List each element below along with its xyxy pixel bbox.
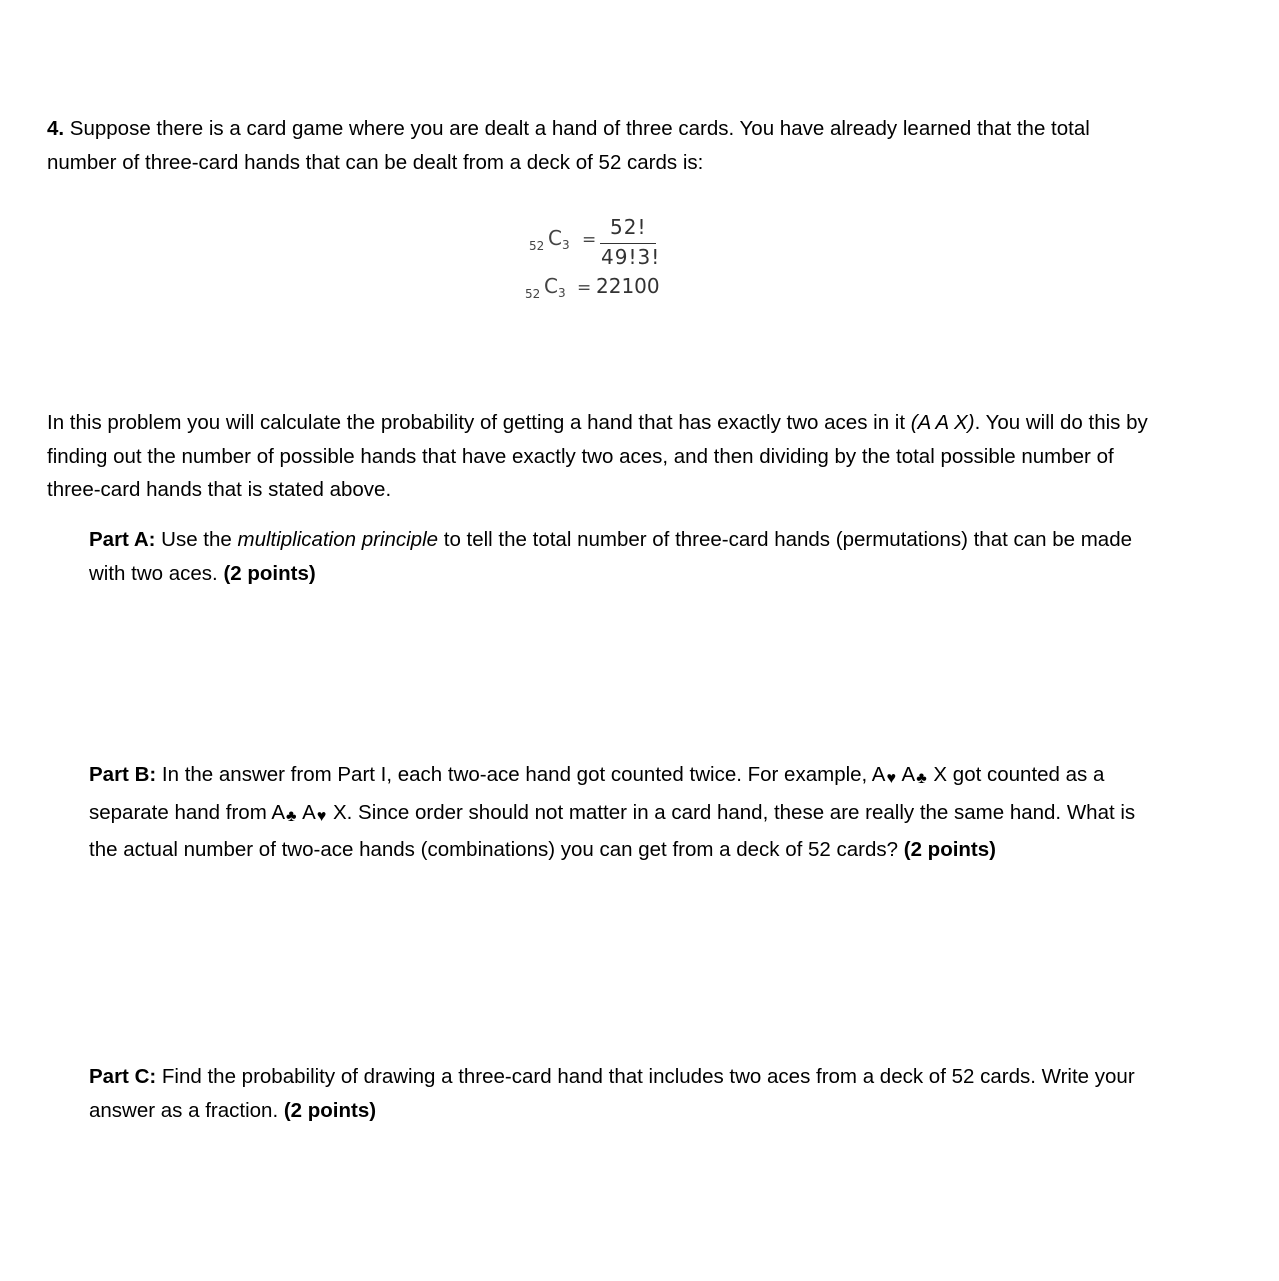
part-c: [89, 1060, 1159, 1127]
part-b-points: (2 points): [903, 838, 996, 862]
heart-icon: ♥: [886, 770, 896, 787]
formula-denominator: 49!3!: [601, 245, 661, 269]
part-b-text-5: X. Since order should not matter in a card hand, these are really the same hand. What is the actual number of two-ace hands (combinations) you can get from a deck of 52 cards?: [89, 800, 1136, 862]
part-b: [89, 758, 1159, 867]
part-a-label: Part A:: [89, 528, 156, 551]
formula-pre-subscript: 52: [529, 239, 545, 253]
part-a-text-1: Use the: [155, 528, 238, 551]
problem-italic: (A A X): [910, 411, 975, 434]
club-icon: ♣: [286, 807, 297, 825]
problem-text-2: . You will do this by finding out the number of possible hands that have exactly two aces, and then dividing by the total possible number of three-card hands that is stated above.: [47, 411, 1148, 502]
part-b-text-1: In the answer from Part I, each two-ace hand got counted twice. For example, A: [156, 763, 886, 786]
formula-equals: =: [582, 230, 597, 250]
heart-icon: ♥: [316, 807, 327, 825]
question-number: 4.: [47, 117, 65, 140]
part-b-text-3: X got counted as a separate hand from A: [89, 763, 1105, 824]
formula-post-subscript: 3: [562, 238, 570, 252]
fraction-bar: [600, 243, 656, 244]
formula-post-subscript-2: 3: [558, 286, 566, 300]
part-a-points: (2 points): [223, 561, 316, 585]
formula-c-symbol: C: [548, 226, 562, 250]
part-b-text-2: A: [896, 763, 916, 786]
combination-formula: [520, 212, 670, 307]
part-c-label: Part C:: [89, 1065, 157, 1088]
formula-pre-subscript-2: 52: [525, 287, 541, 301]
part-c-points: (2 points): [283, 1098, 377, 1122]
part-a-italic: multiplication principle: [237, 528, 439, 551]
part-b-text-4: A: [297, 800, 316, 824]
part-a: [89, 523, 1159, 590]
formula-equals-2: =: [577, 278, 592, 298]
intro-text: Suppose there is a card game where you are dealt a hand of three cards. You have already learned that the total number of three-card hands that can be dealt from a deck of 52 cards is:: [47, 117, 1090, 174]
part-b-label: Part B:: [89, 763, 157, 786]
part-a-text-2: to tell the total number of three-card hands (permutations) that can be made with two aces.: [89, 528, 1133, 585]
formula-c-symbol-2: C: [544, 274, 558, 298]
problem-text-1: In this problem you will calculate the probability of getting a hand that has exactly two aces in it: [47, 411, 911, 434]
club-icon: ♣: [916, 770, 927, 787]
part-c-text-1: Find the probability of drawing a three-card hand that includes two aces from a deck of 52 cards. Write your answer as a fraction.: [89, 1065, 1135, 1122]
question-intro: [47, 112, 1157, 179]
problem-description: [47, 406, 1157, 507]
formula-numerator: 52!: [610, 215, 647, 239]
formula-result: 22100: [596, 274, 660, 298]
